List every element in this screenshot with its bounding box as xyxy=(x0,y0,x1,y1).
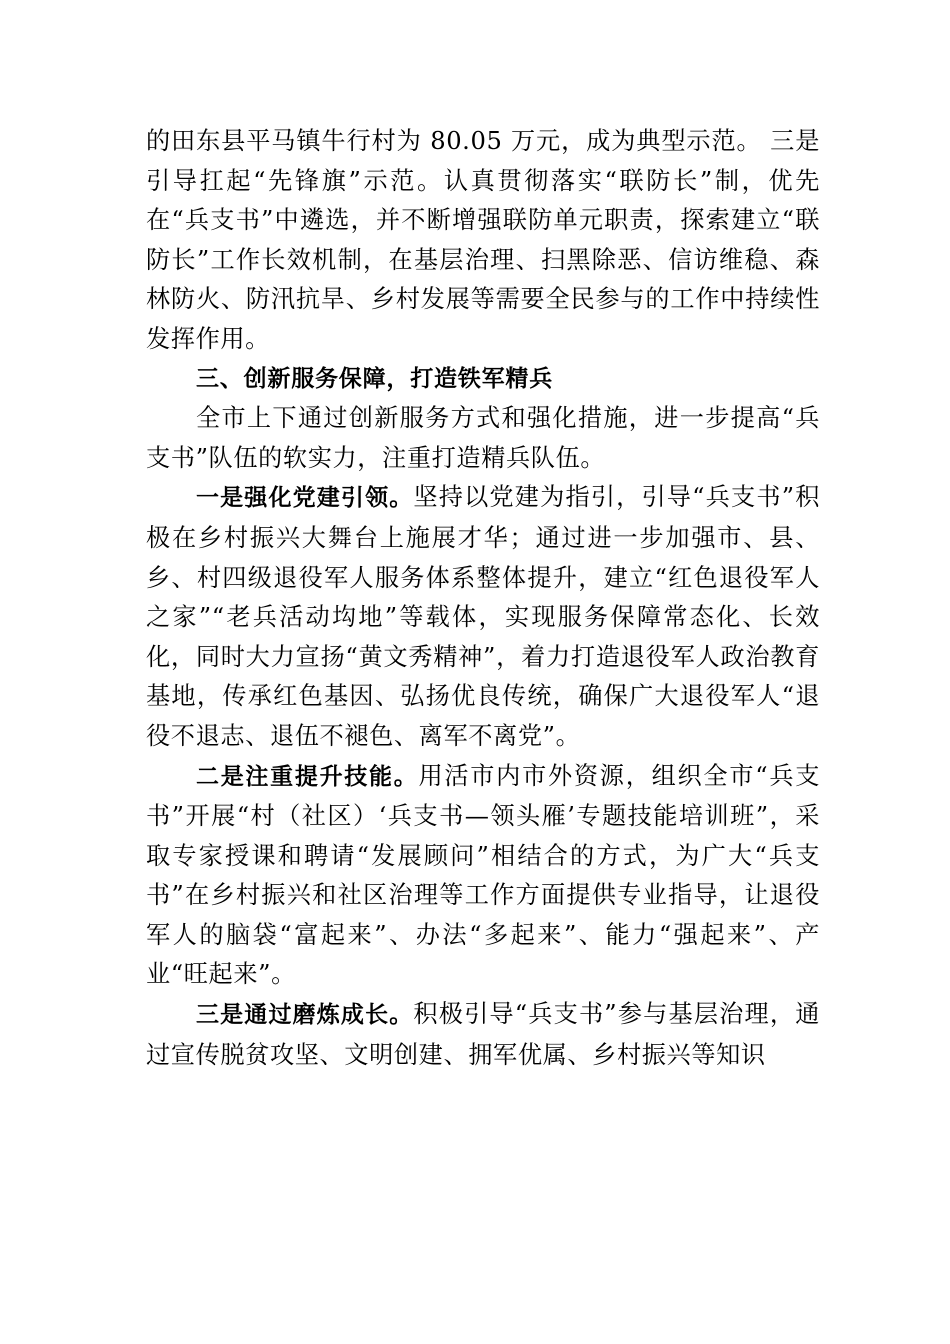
paragraph-item-3 xyxy=(146,995,820,1075)
paragraph-item-1 xyxy=(146,478,820,756)
item-3-text: 积极引导“兵支书”参与基层治理，通过宣传脱贫攻坚、文明创建、拥军优属、乡村振兴等知识 xyxy=(146,1000,820,1069)
section-heading: 三、创新服务保障，打造铁军精兵 xyxy=(196,365,553,392)
item-2-lead: 二是注重提升技能。 xyxy=(196,763,419,790)
section-intro: 全市上下通过创新服务方式和强化措施，进一步提高“兵支书”队伍的软实力，注重打造精兵队伍。 xyxy=(146,404,820,472)
document-page xyxy=(146,122,820,1075)
item-1-text: 坚持以党建为指引，引导“兵支书”积极在乡村振兴大舞台上施展才华；通过进一步加强市、县、乡、村四级退役军人服务体系整体提升，建立“红色退役军人之家”“老兵活动㘬地”等载体，实现服务保障常态化、长效化，同时大力宣扬“黄文秀精神”，着力打造退役军人政治教育基地，传承红色基因、弘扬优良传统，确保广大退役军人“退役不退志、退伍不褪色、离军不离党”。 xyxy=(146,483,820,750)
paragraph-continuation: 的田东县平马镇牛行村为 80.05 万元，成为典型示范。 三是引导扛起“先锋旗”示范。认真贯彻落实“联防长”制，优先在“兵支书”中遴选，并不断增强联防单元职责，探索建立“联防长”工作长效机制，在基层治理、扫黑除恶、信访维稳、森林防火、防汛抗旱、乡村发展等需要全民参与的工作中持续性发挥作用。 xyxy=(146,127,820,353)
item-3-lead: 三是通过磨炼成长。 xyxy=(196,1002,414,1029)
item-2-text: 用活市内市外资源，组织全市“兵支书”开展“村（社区）‘兵支书—领头雁’专题技能培训班”，采取专家授课和聘请“发展顾问”相结合的方式，为广大“兵支书”在乡村振兴和社区治理等工作方面提供专业指导，让退役军人的脑袋“富起来”、办法“多起来”、能力“强起来”、产业“旺起来”。 xyxy=(146,761,821,989)
item-1-lead: 一是强化党建引领。 xyxy=(196,485,414,512)
paragraph-item-2 xyxy=(146,757,820,996)
